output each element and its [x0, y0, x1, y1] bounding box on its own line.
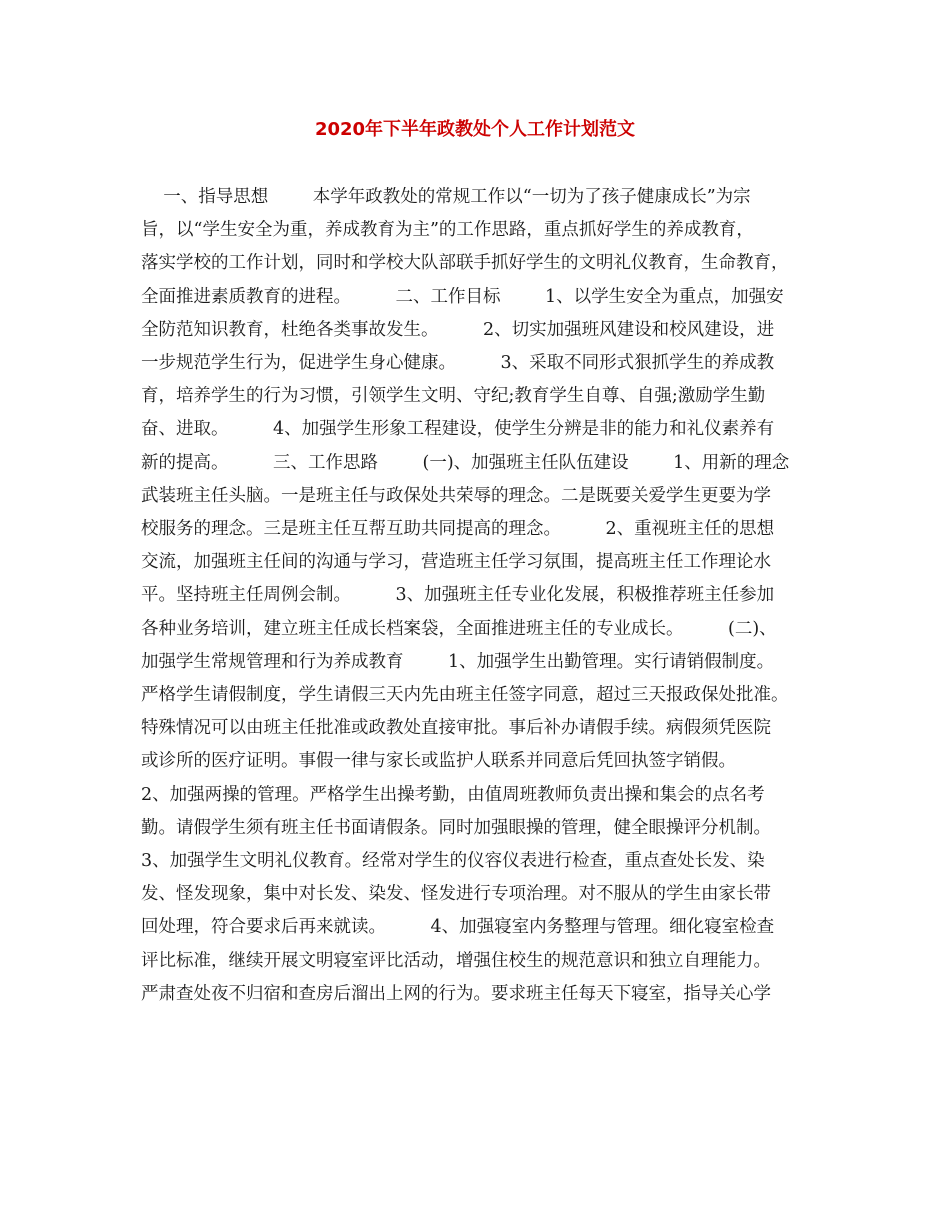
body-line: 严肃查处夜不归宿和查房后溜出上网的行为。要求班主任每天下寝室，指导关心学 — [141, 983, 771, 1004]
body-line: 全面推进素质教育的进程。 二、工作目标 1、以学生安全为重点，加强安 — [141, 286, 784, 307]
body-line: 奋、进取。 4、加强学生形象工程建设，使学生分辨是非的能力和礼仪素养有 — [141, 419, 775, 440]
document-title: 2020年下半年政教处个人工作计划范文 — [314, 119, 636, 140]
body-line: 一步规范学生行为，促进学生身心健康。 3、采取不同形式狠抓学生的养成教 — [141, 353, 775, 373]
body-line: 加强学生常规管理和行为养成教育 1、加强学生出勤管理。实行请销假制度。 — [141, 651, 775, 672]
body-line: 严格学生请假制度，学生请假三天内先由班主任签字同意，超过三天报政保处批准。 — [141, 685, 789, 705]
body-line: 育，培养学生的行为习惯，引领学生文明、守纪;教育学生自尊、自强;激励学生勤 — [141, 386, 766, 407]
body-line: 回处理，符合要求后再来就读。 4、加强寝室内务整理与管理。细化寝室检查 — [141, 917, 775, 938]
body-line: 落实学校的工作计划，同时和学校大队部联手抓好学生的文明礼仪教育，生命教育， — [141, 253, 789, 274]
body-line: 新的提高。 三、工作思路 (一)、加强班主任队伍建设 1、用新的理念 — [141, 452, 790, 473]
body-line: 2、加强两操的管理。严格学生出操考勤，由值周班教师负责出操和集会的点名考 — [141, 784, 765, 805]
body-line: 勤。请假学生须有班主任书面请假条。同时加强眼操的管理，健全眼操评分机制。 — [141, 817, 771, 838]
body-line: 发、怪发现象，集中对长发、染发、怪发进行专项治理。对不服从的学生由家长带 — [141, 884, 771, 905]
body-line: 或诊所的医疗证明。事假一律与家长或监护人联系并同意后凭回执签字销假。 — [141, 751, 736, 772]
body-line: 一、指导思想 本学年政教处的常规工作以“一切为了孩子健康成长”为宗 — [141, 187, 751, 207]
body-line: 各种业务培训，建立班主任成长档案袋，全面推进班主任的专业成长。 (二)、 — [141, 618, 777, 639]
body-line: 评比标准，继续开展文明寝室评比活动，增强住校生的规范意识和独立自理能力。 — [141, 950, 771, 971]
body-line: 旨，以“学生安全为重，养成教育为主”的工作思路，重点抓好学生的养成教育， — [141, 220, 754, 241]
body-line: 平。坚持班主任周例会制。 3、加强班主任专业化发展，积极推荐班主任参加 — [141, 585, 775, 606]
body-line: 交流，加强班主任间的沟通与学习，营造班主任学习氛围，提高班主任工作理论水 — [141, 552, 771, 573]
body-line: 武装班主任头脑。一是班主任与政保处共荣辱的理念。二是既要关爱学生更要为学 — [141, 485, 771, 506]
body-line: 3、加强学生文明礼仪教育。经常对学生的仪容仪表进行检查，重点查处长发、染 — [141, 851, 765, 871]
body-line: 特殊情况可以由班主任批准或政教处直接审批。事后补办请假手续。病假须凭医院 — [141, 718, 771, 739]
body-line: 校服务的理念。三是班主任互帮互助共同提高的理念。 2、重视班主任的思想 — [141, 519, 775, 539]
body-line: 全防范知识教育，杜绝各类事故发生。 2、切实加强班风建设和校风建设，进 — [141, 319, 775, 340]
